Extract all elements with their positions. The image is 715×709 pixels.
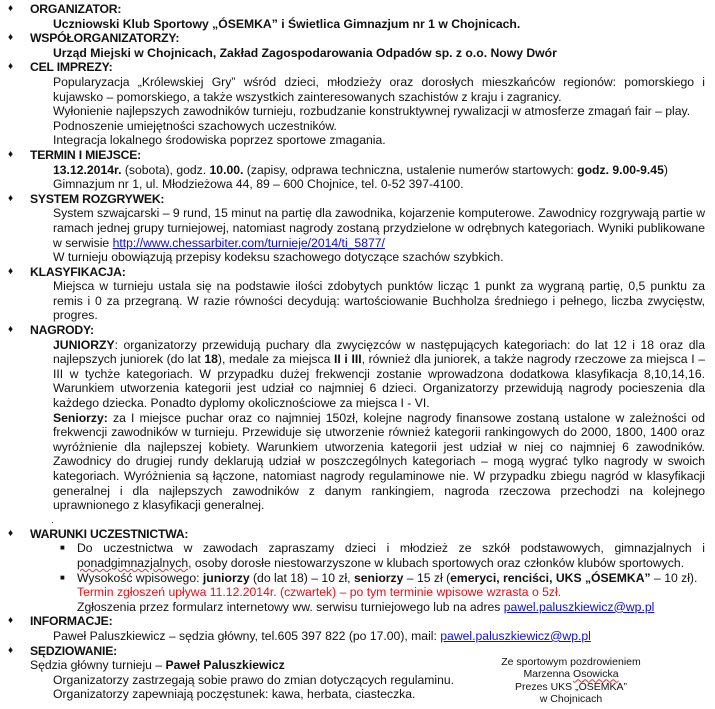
registration-info: Zgłoszenia przez formularz internetowy ww. serwisu turniejowego lub na adres pawel.paluszkiewicz@wp.pl [77,599,655,614]
registration-time: godz. 9.00-9.45 [577,162,664,177]
section-heading: ♦ KLASYFIKACJA: [8,264,126,279]
diamond-bullet-icon: ♦ [8,148,13,160]
square-bullet-icon: ■ [60,572,65,582]
section-heading: ♦ CEL IMPREZY: [8,60,113,75]
email-link[interactable]: pawel.paluszkiewicz@wp.pl [440,628,591,643]
signature-title: Prezes UKS „ÓSEMKA” [514,680,628,693]
refereeing-note: Organizatorzy zastrzegają sobie prawo do zmian dotyczących regulaminu. [53,672,455,687]
judge-line: Sędzia główny turnieju – Paweł Paluszkiewicz [30,658,285,673]
goal-paragraph: Popularyzacja „Królewskiej Gry” wśród dzieci, młodzieży oraz dorosłych mieszkańców regionów: pomorskiego i kujawsko – pomorskiego, a także wszystkich zainteresowanych szachistów z kraju i zagranicy. [53,74,705,104]
classification-text: Miejsca w turnieju ustala się na podstawie ilości zdobytych punktów licząc 1 punkt za wygraną partię, 0,5 punktu za remis i 0 za przegraną. W razie równości decydują: wartościowanie Buchholza średniego i pełnego, liczba zwycięstw, progres. [53,279,705,323]
conditions-list [0,541,715,614]
list-item: ■ Wysokość wpisowego: juniorzy (do lat 18) – 10 zł, seniorzy – 15 zł (emeryci, renciści, UKS „ÓSEMKA” – 10 zł). [60,570,698,585]
info-text: Paweł Paluszkiewicz – sędzia główny, tel.605 397 822 (po 17.00), mail: pawel.paluszkiewicz@wp.pl [53,628,591,643]
section-goal [0,60,715,148]
diamond-bullet-icon: ♦ [8,324,13,336]
section-date-place [0,148,715,192]
section-system [0,192,715,265]
section-heading: ♦ WARUNKI UCZESTNICTWA: [8,526,189,541]
goal-paragraph: Wyłonienie najlepszych zawodników turnieju, rozbudzanie konstruktywnej rywalizacji w atmosferze zmagań fair – play. [53,104,691,119]
section-heading: ♦ NAGRODY: [8,323,94,338]
section-heading: ♦ SĘDZIOWANIE: [8,643,117,658]
section-conditions [0,527,715,615]
square-bullet-icon: ■ [60,543,65,553]
stray-dot: . [51,514,54,526]
seniors-prizes: Seniorzy: za I miejsce puchar oraz co najmniej 150zł, kolejne nagrody finansowe zostaną ustalone w zależności od frekwencji zawodników w turnieju. Przewiduje się utworzenie również kategorii rankingowych do 2000, 1800, 1400 oraz wyróżnienie dla najlepszej kobiety. Warunkiem utworzenia kategorii jest udział w niej co najmniej 6 zawodników. Zawodnicy do drugiej rundy deklarują udział w poszczególnych kategoriach – mogą wygrać tylko nagrody w swoich kategoriach. Wyróżnienia są łączone, natomiast nagrody regulaminowe nie. W przypadku zbiegu nagród w klasyfikacji generalnej i dla najlepszych zawodników z danym rankingiem, nagroda rzeczowa przechodzi na kolejnego uprawnionego z klasyfikacji generalnej. [53,410,705,513]
event-date: 13.12.2014r. [53,162,122,177]
diamond-bullet-icon: ♦ [8,3,13,14]
section-heading: ♦ TERMIN I MIEJSCE: [8,147,142,162]
signature-location: w Chojnicach [539,693,603,706]
section-classification [0,265,715,323]
diamond-bullet-icon: ♦ [8,644,13,656]
section-organizator [0,2,715,31]
blank-line [0,513,715,527]
results-link[interactable]: http://www.chessarbiter.com/turnieje/2014/ti_5877/ [112,235,385,250]
section-heading: ♦ ORGANIZATOR: [8,2,122,16]
section-prizes [0,323,715,513]
section-heading: ♦ SYSTEM ROZGRYWEK: [8,191,165,206]
event-time: 10.00. [209,162,244,177]
list-item: ■ Do uczestnictwa w zawodach zapraszamy dzieci i młodzież ze szkół podstawowych, gimnazjalnych i ponadgimnazjalnych, osoby dorosłe niestowarzyszone w klubach sportowych oraz członków klubów sportowych. [60,541,705,570]
system-paragraph: System szwajcarski – 9 rund, 15 minut na partię dla zawodnika, kojarzenie komputerowe. Zawodnicy rozgrywają partie w ramach jednej grupy turniejowej, natomiast nagrody zostaną przydzielone w odrębnych kategoriach. Wyniki publikowane w serwisie http://www.chessarbiter.com/turnieje/2014/ti_5877/ [53,206,705,250]
section-info [0,614,715,643]
coorganizers-text: Urząd Miejski w Chojnicach, Zakład Zagospodarowania Odpadów sp. z o.o. Nowy Dwór [53,45,557,60]
address-line: Gimnazjum nr 1, ul. Młodzieżowa 44, 89 – 600 Chojnice, tel. 0-52 397-4100. [53,177,464,192]
system-rules: W turnieju obowiązują przepisy kodeksu szachowego dotyczące szachów szybkich. [53,250,504,265]
section-heading: ♦ INFORMACJE: [8,614,113,629]
signature-name: Marzenna Osowicka [523,668,619,681]
goal-paragraph: Integracja lokalnego środowiska poprzez sportowe zmagania. [53,133,386,148]
diamond-bullet-icon: ♦ [8,265,13,277]
juniors-prizes: JUNIORZY: organizatorzy przewidują puchary dla zwycięzców w następujących kategoriach: do lat 12 i 18 oraz dla najlepszych juniorek (do lat 18), medale za miejsca II i III, również dla juniorek, a także nagrody rzeczowe za miejsca I – III w tychże kategoriach. W przypadku dużej frekwencji zostanie wprowadzona dodatkowa klasyfikacja 8,10,14,16. Warunkiem utworzenia kategorii jest udział co najmniej 6 dzieci. Organizatorzy przewidują nagrody pocieszenia dla każdego dziecka. Ponadto dyplomy okolicznościowe za miejsca I - VI. [53,337,705,411]
date-line: 13.12.2014r. (sobota), godz. 10.00. (zapisy, odprawa techniczna, ustalenie numerów startowych: godz. 9.00-9.45) [53,162,668,177]
diamond-bullet-icon: ♦ [8,192,13,204]
diamond-bullet-icon: ♦ [8,615,13,627]
judge-name: Paweł Paluszkiewicz [165,658,285,673]
goal-paragraph: Podnoszenie umiejętności szachowych uczestników. [53,118,337,133]
diamond-bullet-icon: ♦ [8,32,13,44]
section-coorganizers [0,31,715,60]
organizer-text: Uczniowski Klub Sportowy „ÓSEMKA” i Świetlica Gimnazjum nr 1 w Chojnicach. [53,16,521,31]
diamond-bullet-icon: ♦ [8,527,13,539]
diamond-bullet-icon: ♦ [8,61,13,73]
signature-greeting: Ze sportowym pozdrowieniem [501,656,641,668]
email-link[interactable]: pawel.paluszkiewicz@wp.pl [503,599,655,614]
refereeing-note: Organizatorzy zapewniają poczęstunek: kawa, herbata, ciasteczka. [53,687,416,702]
registration-deadline: Termin zgłoszeń upływa 11.12.2014r. (czwartek) – po tym terminie wpisowe wzrasta o 5zł. [77,585,562,600]
signature-block [496,656,646,706]
section-heading: ♦ WSPÓŁORGANIZATORZY: [8,31,180,46]
